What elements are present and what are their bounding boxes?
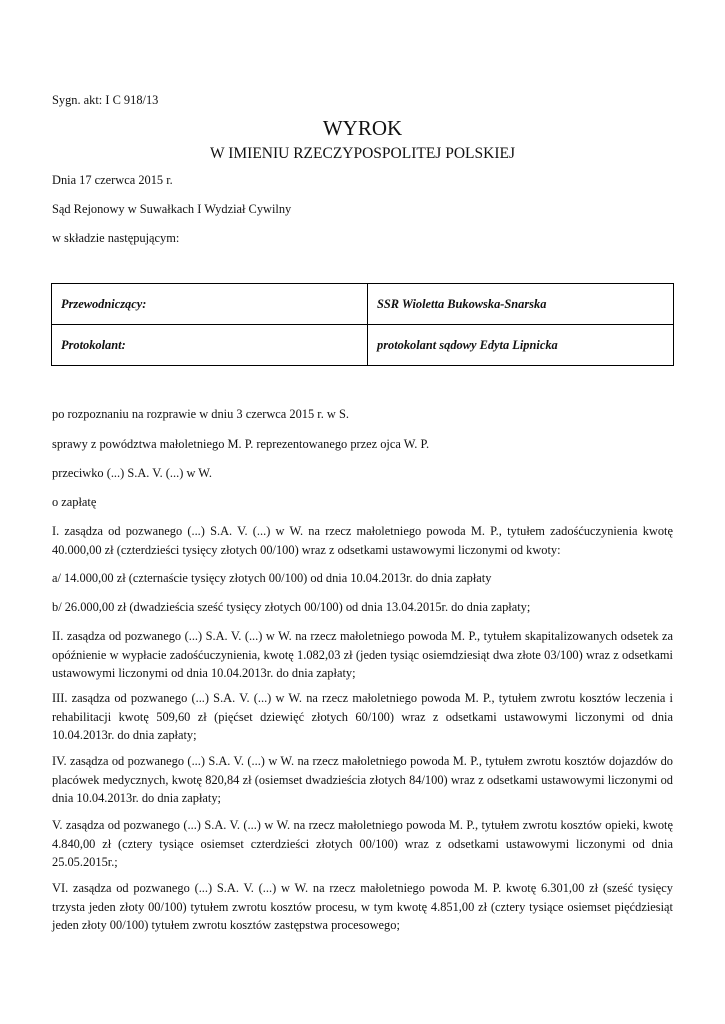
person-chairman: SSR Wioletta Bukowska-Snarska: [368, 284, 674, 325]
ruling-point-4: IV. zasądza od pozwanego (...) S.A. V. (...) w W. na rzecz małoletniego powoda M. P., tytułem zwrotu kosztów dojazdów do placówek medycznych, kwotę 820,84 zł (osiemset dwadzieścia złotych 84/100) wraz z odsetkami ustawowymi liczonymi od dnia 10.04.2013r. do dnia zapłaty;: [52, 754, 673, 805]
table-row: [52, 325, 674, 366]
ruling-point-5: V. zasądza od pozwanego (...) S.A. V. (...) w W. na rzecz małoletniego powoda M. P., tytułem zwrotu kosztów opieki, kwotę 4.840,00 zł (cztery tysiące osiemset czterdzieści złotych 00/100) wraz z odsetkami ustawowymi liczonymi od dnia 25.05.2015r.;: [52, 818, 673, 869]
ruling-point-1: I. zasądza od pozwanego (...) S.A. V. (...) w W. na rzecz małoletniego powoda M. P., tytułem zadośćuczynienia kwotę 40.000,00 zł (czterdzieści tysięcy złotych 00/100) wraz z odsetkami ustawowymi liczonymi od kwoty:: [52, 524, 673, 557]
ruling-point-1a: a/ 14.000,00 zł (czternaście tysięcy złotych 00/100) od dnia 10.04.2013r. do dnia zapłaty: [52, 571, 492, 585]
case-subject: o zapłatę: [52, 495, 97, 509]
document-subtitle: W IMIENIU RZECZYPOSPOLITEJ POLSKIEJ: [210, 145, 515, 162]
case-description: sprawy z powództwa małoletniego M. P. reprezentowanego przez ojca W. P.: [52, 437, 430, 451]
person-clerk: protokolant sądowy Edyta Lipnicka: [368, 325, 674, 366]
ruling-point-6: VI. zasądza od pozwanego (...) S.A. V. (...) w W. na rzecz małoletniego powoda M. P. kwotę 6.301,00 zł (sześć tysięcy trzysta jeden złoty 00/100) tytułem zwrotu kosztów procesu, w tym kwotę 4.851,00 zł (cztery tysiące osiemset pięćdziesiąt jeden złoty 00/100) tytułem zwrotu kosztów zastępstwa procesowego;: [52, 881, 673, 932]
defendant: przeciwko (...) S.A. V. (...) w W.: [52, 466, 212, 480]
role-clerk: Protokolant:: [52, 325, 368, 366]
ruling-point-2: II. zasądza od pozwanego (...) S.A. V. (...) w W. na rzecz małoletniego powoda M. P., tytułem skapitalizowanych odsetek za opóźnienie w wypłacie zadośćuczynienia, kwotę 1.082,03 zł (jeden tysiąc osiemdziesiąt dwa złote 03/100) wraz z odsetkami ustawowymi liczonymi od dnia 10.04.2013r. do dnia zapłaty;: [52, 629, 673, 680]
composition-label: w składzie następującym:: [52, 231, 180, 245]
hearing-info: po rozpoznaniu na rozprawie w dniu 3 czerwca 2015 r. w S.: [52, 407, 349, 421]
table-row: [52, 284, 674, 325]
court-composition-table: [51, 283, 674, 366]
document-title: WYROK: [322, 116, 403, 140]
court-name: Sąd Rejonowy w Suwałkach I Wydział Cywilny: [52, 202, 292, 216]
ruling-point-3: III. zasądza od pozwanego (...) S.A. V. (...) w W. na rzecz małoletniego powoda M. P., tytułem zwrotu kosztów leczenia i rehabilitacji kwotę 509,60 zł (pięćset dziewięć złotych 60/100) wraz z odsetkami ustawowymi liczonymi od dnia 10.04.2013r. do dnia zapłaty;: [52, 691, 673, 742]
ruling-point-1b: b/ 26.000,00 zł (dwadzieścia sześć tysięcy złotych 00/100) od dnia 13.04.2015r. do dnia zapłaty;: [52, 600, 531, 614]
judgment-date: Dnia 17 czerwca 2015 r.: [52, 173, 173, 187]
case-signature: Sygn. akt: I C 918/13: [52, 93, 159, 107]
role-chairman: Przewodniczący:: [52, 284, 368, 325]
